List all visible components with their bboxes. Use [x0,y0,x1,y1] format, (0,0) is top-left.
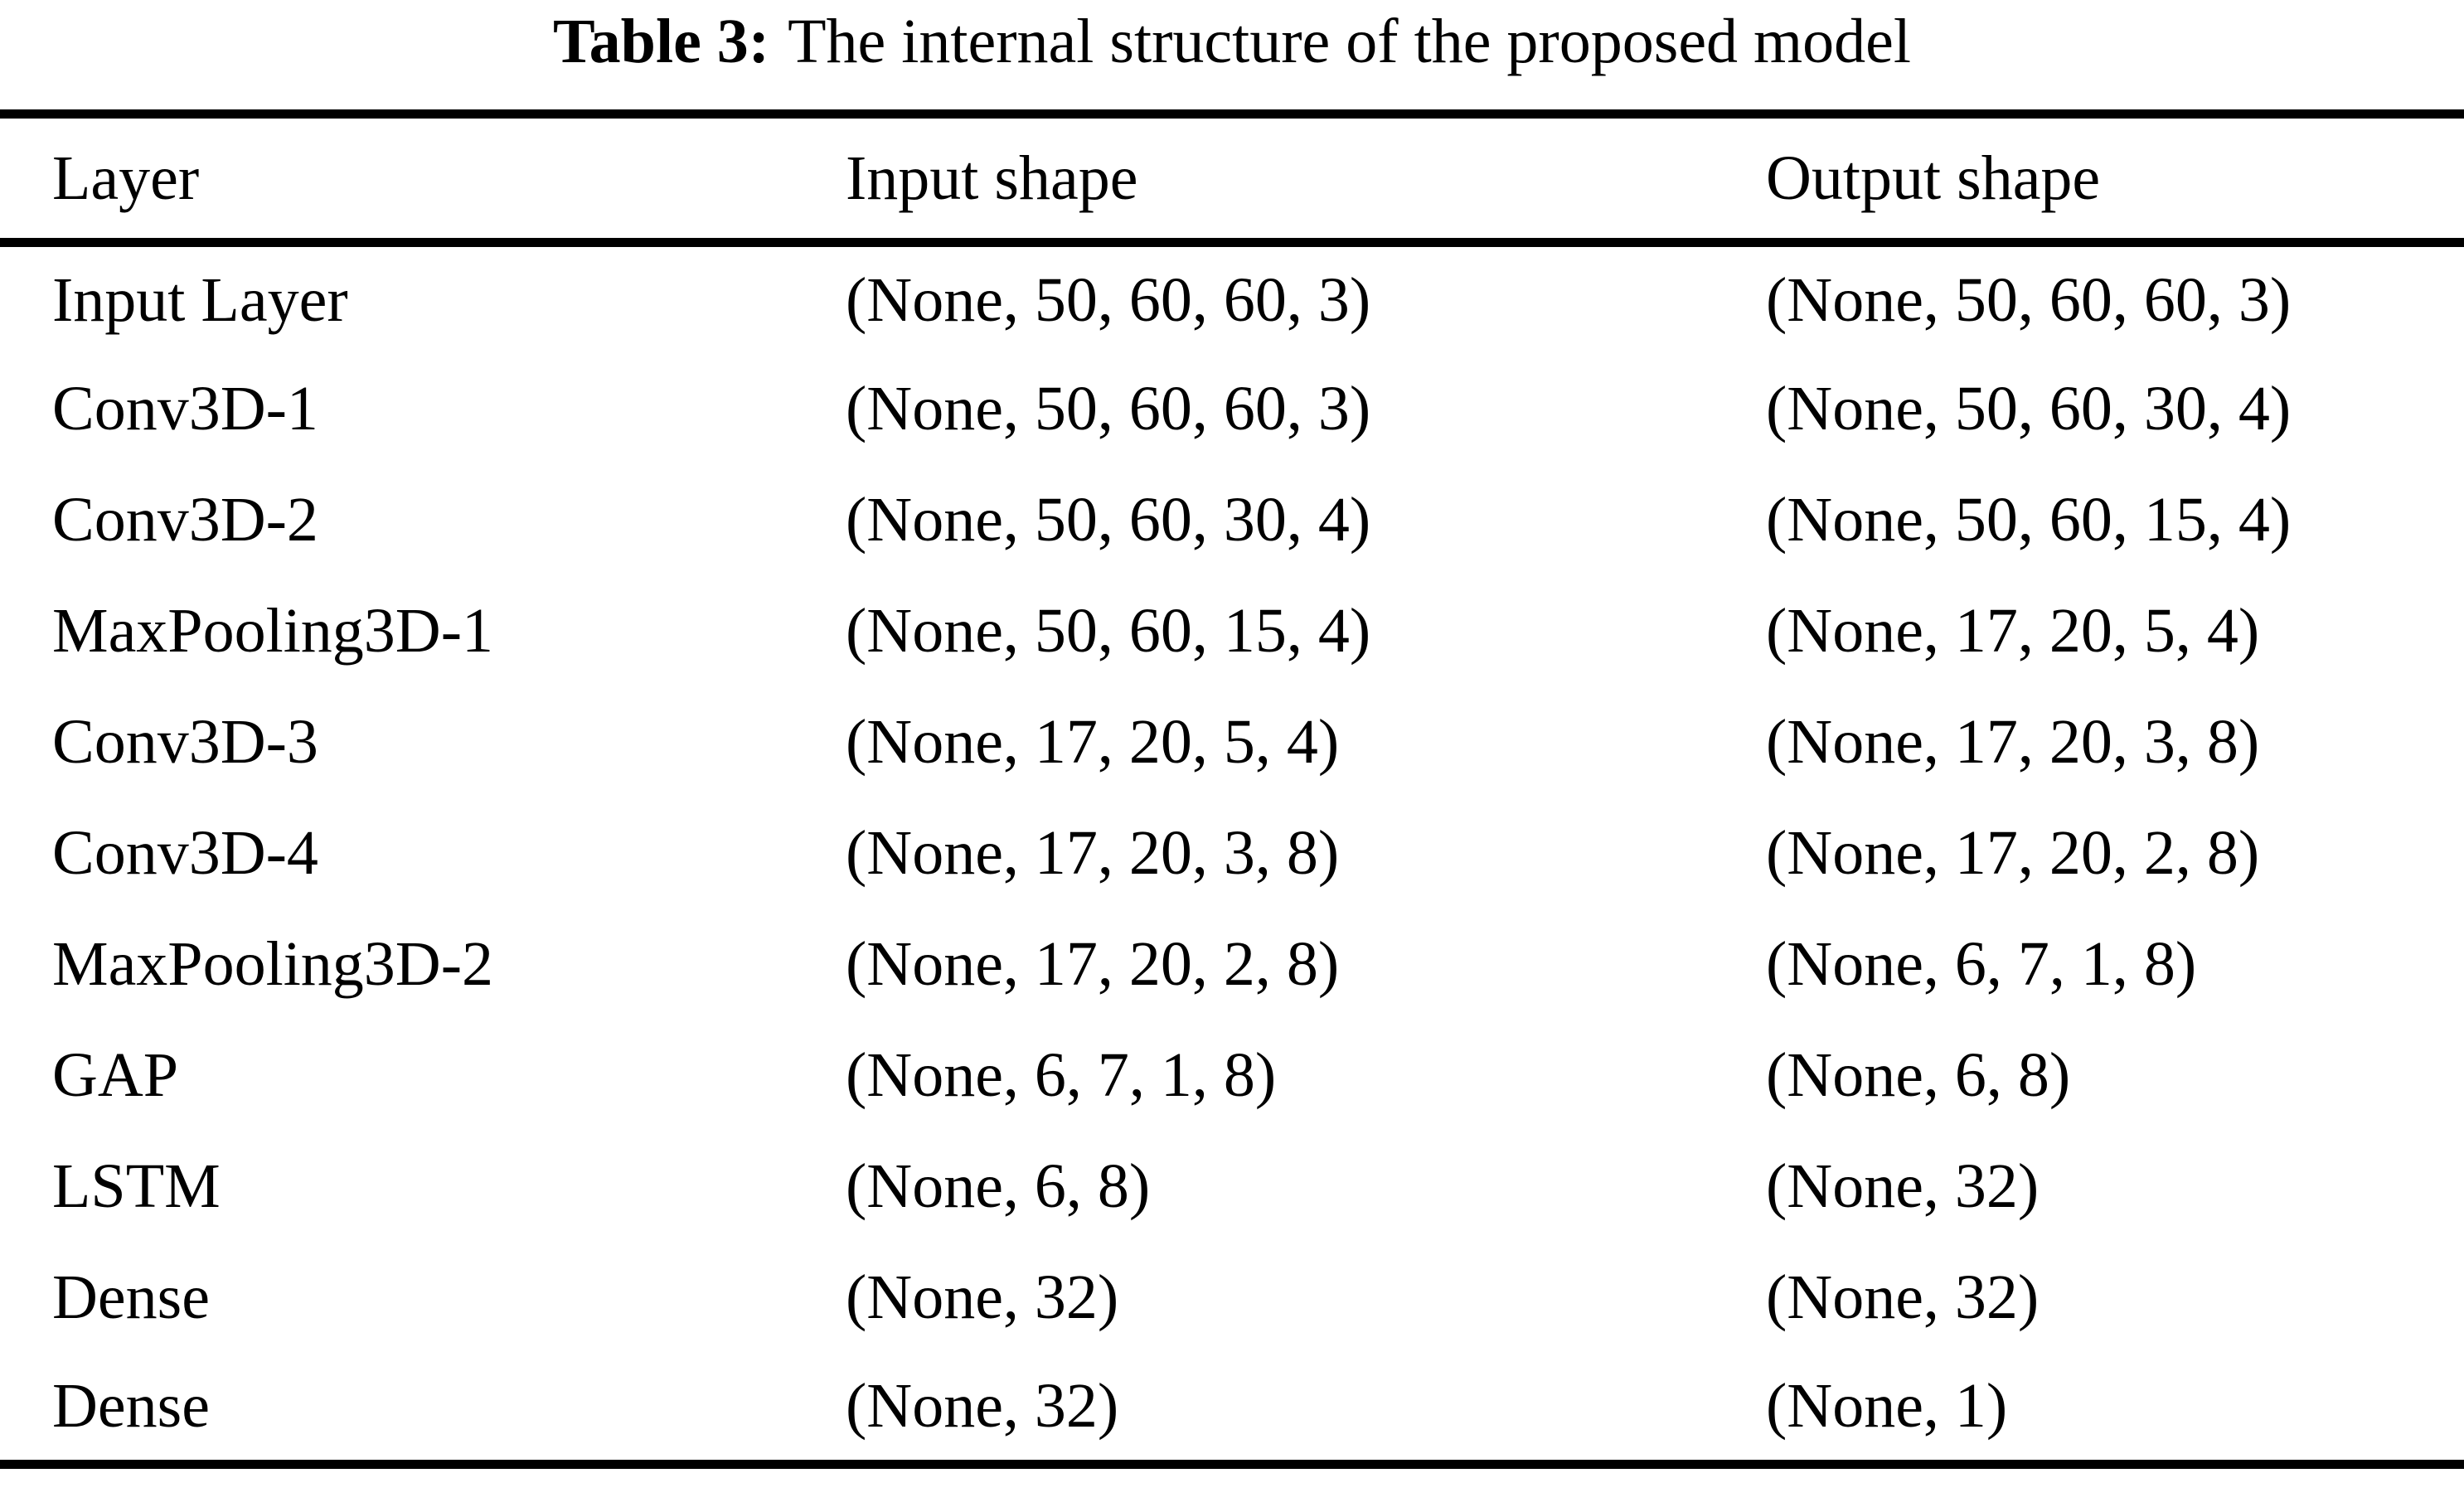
layer-cell: Conv3D-1 [52,374,318,443]
input-shape-cell: (None, 6, 8) [846,1151,1151,1221]
output-shape-cell: (None, 17, 20, 2, 8) [1766,818,2260,888]
header-row [0,114,2464,243]
output-shape-cell: (None, 50, 60, 15, 4) [1766,485,2292,555]
output-shape-cell: (None, 50, 60, 60, 3) [1766,264,2292,335]
output-shape-cell: (None, 17, 20, 3, 8) [1766,707,2260,777]
layer-cell: Input Layer [52,264,348,335]
output-shape-cell: (None, 50, 60, 30, 4) [1766,374,2292,443]
layer-cell: Conv3D-3 [52,707,318,777]
output-shape-cell: (None, 6, 7, 1, 8) [1766,929,2197,999]
input-shape-cell: (None, 6, 7, 1, 8) [846,1040,1277,1110]
column-header-output: Output shape [1766,143,2101,213]
table-body [0,243,2464,1465]
table-row [0,243,2464,354]
layer-cell: LSTM [52,1151,221,1221]
table-row [0,1354,2464,1465]
table-caption-label: Table 3: [552,7,770,76]
table-row [0,687,2464,798]
output-shape-cell: (None, 32) [1766,1151,2040,1221]
input-shape-cell: (None, 50, 60, 15, 4) [846,596,1371,666]
table-caption [0,0,2464,109]
layer-cell: MaxPooling3D-2 [52,929,493,999]
output-shape-cell: (None, 1) [1766,1371,2008,1442]
layer-cell: Dense [52,1262,210,1332]
layer-cell: GAP [52,1040,179,1110]
layer-cell: Conv3D-2 [52,485,318,555]
table-row [0,576,2464,687]
table-header [0,114,2464,243]
input-shape-cell: (None, 32) [846,1371,1119,1442]
output-shape-cell: (None, 32) [1766,1262,2040,1332]
input-shape-cell: (None, 17, 20, 5, 4) [846,707,1340,777]
input-shape-cell: (None, 50, 60, 30, 4) [846,485,1371,555]
output-shape-cell: (None, 6, 8) [1766,1040,2071,1110]
table-row [0,1020,2464,1131]
table-row [0,909,2464,1020]
table-caption-text: The internal structure of the proposed model [788,7,1912,76]
table-row [0,354,2464,465]
table-row [0,465,2464,576]
column-header-layer: Layer [52,143,200,213]
table-row [0,798,2464,909]
column-header-input: Input shape [846,143,1138,213]
output-shape-cell: (None, 17, 20, 5, 4) [1766,596,2260,666]
layer-cell: MaxPooling3D-1 [52,596,493,666]
layer-cell: Conv3D-4 [52,818,318,888]
input-shape-cell: (None, 32) [846,1262,1119,1332]
input-shape-cell: (None, 17, 20, 3, 8) [846,818,1340,888]
table-row [0,1243,2464,1354]
input-shape-cell: (None, 50, 60, 60, 3) [846,374,1371,443]
layer-cell: Dense [52,1371,210,1442]
table-row [0,1131,2464,1243]
input-shape-cell: (None, 50, 60, 60, 3) [846,264,1371,335]
input-shape-cell: (None, 17, 20, 2, 8) [846,929,1340,999]
layers-table [0,109,2464,1469]
